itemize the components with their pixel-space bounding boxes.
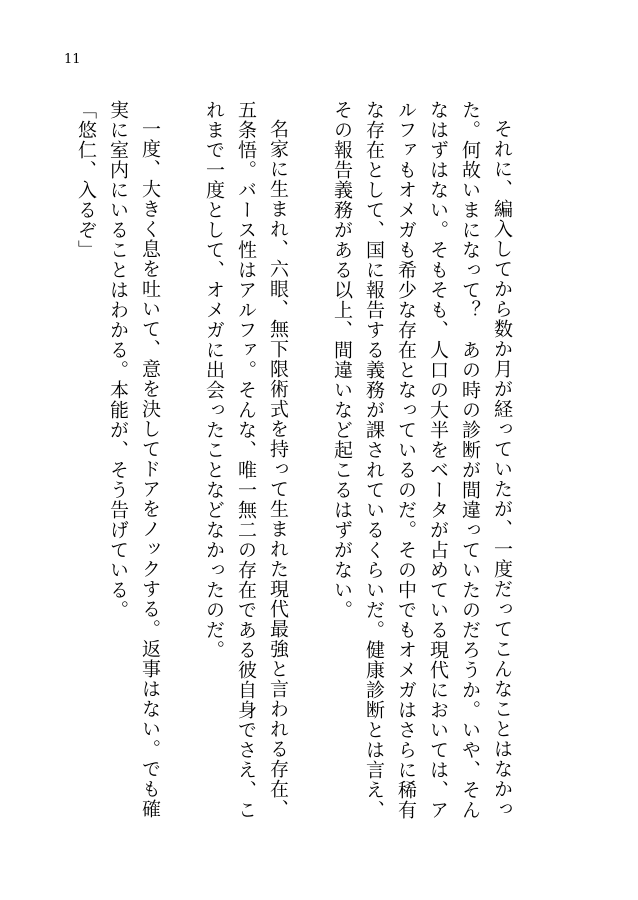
blank-line (166, 100, 198, 820)
blank-line (294, 100, 326, 820)
paragraph-2: 名家に生まれ、六眼、無下限術式を持って生まれた現代最強と言われる存在、五条悟。バース性はアルファ。そんな、唯一無二の存在である彼自身でさえ、これまで一度として、オメガに出会ったことなどなかったのだ。 (203, 100, 289, 820)
page-number: 11 (64, 52, 81, 67)
vertical-body-text (75, 100, 518, 820)
paragraph-3: 一度、大きく息を吐いて、意を決してドアをノックする。返事はない。でも確実に室内にいることはわかる。本能が、そう告げている。 (107, 100, 161, 819)
paragraph-1: それに、編入してから数か月が経っていたが、一度だってこんなことはなかった。何故いまになって？ あの時の診断が間違っていたのだろうか。いや、そんなはずはない。そもそも、人口の大半をベータが占めている現代においては、アルファもオメガも希少な存在となっているのだ。その中でもオメガはさらに稀有な存在として、国に報告する義務が課されているくらいだ。健康診断とは言え、その報告義務がある以上、間違いなど起こるはずがない。 (331, 100, 513, 820)
dialogue-line: 「悠仁、入るぞ」 (75, 100, 97, 260)
